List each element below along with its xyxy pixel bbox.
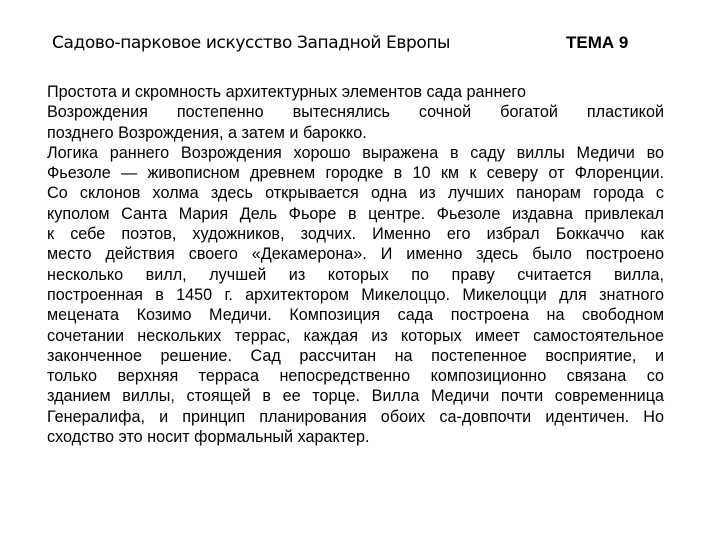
paragraph-line: Со склонов холма здесь открывается одна из лучших панорам города с [47, 184, 664, 203]
paragraph-line: мецената Козимо Медичи. Композиция сада построена на свободном [47, 306, 664, 325]
paragraph-line: несколько вилл, лучшей из которых по праву считается вилла, [47, 265, 664, 284]
paragraph-line: сходство это носит формальный характер. [47, 428, 370, 447]
paragraph-line: только верхняя терраса непосредственно композиционно связана со [47, 367, 664, 386]
paragraph-line: позднего Возрождения, а затем и барокко. [47, 123, 367, 142]
paragraph-line: Логика раннего Возрождения хорошо выражена в саду виллы Медичи во [47, 143, 664, 162]
paragraph-line: законченное решение. Сад рассчитан на постепенное восприятие, и [47, 346, 664, 365]
topic-label: ТЕМА 9 [566, 33, 629, 52]
paragraph-line: к себе поэтов, художников, зодчих. Именно его избрал Боккаччо как [47, 225, 664, 244]
paragraph-line: Возрождения постепенно вытеснялись сочной богатой пластикой [47, 103, 664, 122]
paragraph-line: построенная в 1450 г. архитектором Микелоццо. Микелоцци для знатного [47, 285, 664, 304]
body-text [47, 82, 664, 447]
paragraph-line: место действия своего «Декамерона». И именно здесь было построено [47, 245, 664, 264]
paragraph-line: Простота и скромность архитектурных элементов сада раннего [47, 83, 526, 101]
paragraph-line: сочетании нескольких террас, каждая из которых имеет самостоятельное [47, 326, 664, 345]
paragraph-line: Фьезоле — живописном древнем городке в 10 км к северу от Флоренции. [47, 164, 664, 183]
paragraph-line: Генералифа, и принцип планирования обоих са-довпочти идентичен. Но [47, 407, 664, 426]
paragraph-line: куполом Санта Мария Дель Фьоре в центре. Фьезоле издавна привлекал [47, 204, 664, 223]
paragraph-line: зданием виллы, стоящей в ее торце. Вилла Медичи почти современница [47, 387, 664, 406]
course-title: Садово-парковое искусство Западной Европы [52, 33, 451, 53]
